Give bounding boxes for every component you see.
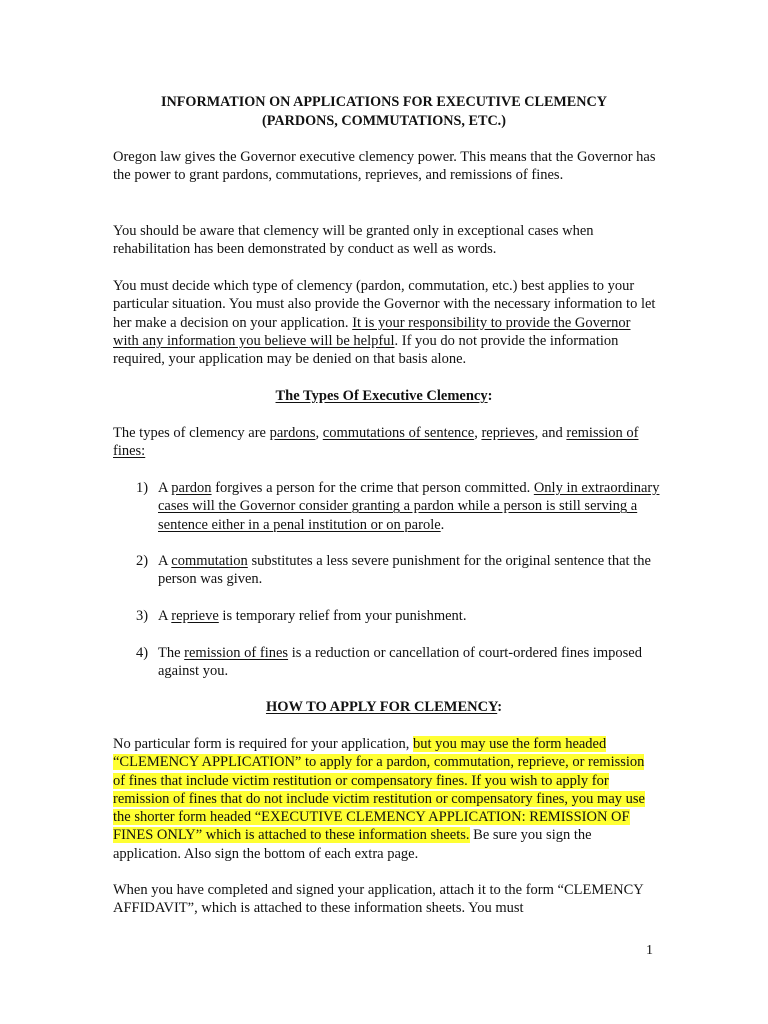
list-item-text (158, 479, 660, 534)
exceptional-cases-paragraph: You should be aware that clemency will be granted only in exceptional cases when rehabilitation has been demonstrated by conduct as well as words. (113, 223, 594, 258)
term-commutation: commutation (171, 553, 248, 569)
page-number: 1 (646, 943, 653, 958)
term-remission: remission of fines: (113, 425, 639, 460)
item-text: A (158, 608, 172, 624)
types-intro-text: The types of clemency are (113, 425, 270, 441)
term-pardon: pardon (171, 480, 212, 496)
apply-heading-colon: : (497, 699, 503, 715)
apply-text-end: Be sure you sign the application. Also sign the bottom of each extra page. (113, 827, 592, 862)
term-pardons: pardons (269, 425, 316, 441)
apply-heading-text: HOW TO APPLY FOR CLEMENCY (265, 699, 498, 715)
separator: , (315, 425, 323, 441)
apply-heading (112, 698, 656, 716)
list-item-text (158, 607, 660, 625)
list-number: 3) (136, 608, 149, 624)
decide-type-text: You must decide which type of clemency (pardon, commutation, etc.) best applies to your particular situation. You must also provide the Governor with the necessary information to let her make a decision on your application. (113, 278, 656, 331)
list-item-text (158, 552, 660, 589)
item-text: The (158, 645, 185, 661)
affidavit-paragraph: When you have completed and signed your application, attach it to the form “CLEMENCY AFFIDAVIT”, which is attached to these information sheets. You must (113, 882, 644, 917)
highlighted-text: but you may use the form headed “CLEMENCY APPLICATION” to apply for a pardon, commutation, reprieve, or remission of fines that include victim restitution or compensatory fines. If you wish to apply for remission of fines that do not include victim restitution or compensatory fines, you may use the shorter form headed “EXECUTIVE CLEMENCY APPLICATION: REMISSION OF FINES ONLY” which is attached to these information sheets. (113, 736, 645, 844)
apply-paragraph (113, 735, 658, 863)
term-reprieves: reprieves (481, 425, 535, 441)
list-number: 1) (136, 480, 149, 496)
types-heading-colon: : (487, 388, 493, 404)
apply-text: No particular form is required for your application, (113, 736, 413, 752)
term-remission-of-fines: remission of fines (184, 645, 289, 661)
types-heading (112, 387, 656, 405)
item-text: forgives a person for the crime that person committed. (211, 480, 534, 496)
title-line-1: INFORMATION ON APPLICATIONS FOR EXECUTIVE CLEMENCY (160, 94, 608, 110)
separator: , and (534, 425, 567, 441)
item-text: substitutes a less severe punishment for the original sentence that the person was given. (158, 553, 651, 588)
responsibility-underlined: It is your responsibility to provide the Governor with any information you believe will be helpful (113, 314, 631, 349)
title-line-2: (PARDONS, COMMUTATIONS, ETC.) (262, 113, 506, 129)
list-item-text (158, 644, 660, 681)
decide-type-text-end: . If you do not provide the information required, your application may be denied on that basis alone. (113, 332, 619, 368)
list-number: 4) (136, 645, 149, 661)
term-commutations: commutations of sentence (322, 425, 475, 441)
item-text: . (440, 516, 445, 533)
pardon-condition-underlined: Only in extraordinary cases will the Governor consider granting a pardon while a person is still serving a sentence either in a penal institution or on parole (158, 480, 660, 533)
intro-paragraph: Oregon law gives the Governor executive clemency power. This means that the Governor has the power to grant pardons, commutations, reprieves, and remissions of fines. (113, 149, 656, 184)
item-text: A (158, 553, 172, 569)
decide-type-paragraph (113, 277, 658, 368)
item-text: is a reduction or cancellation of court-ordered fines imposed against you. (158, 645, 642, 680)
item-text: A (158, 480, 172, 496)
types-intro-paragraph (113, 424, 658, 461)
separator: , (474, 425, 482, 441)
term-reprieve: reprieve (171, 608, 219, 624)
list-number: 2) (136, 553, 149, 569)
document-title (112, 93, 656, 131)
types-heading-text: The Types Of Executive Clemency (275, 388, 488, 404)
item-text: is temporary relief from your punishment. (218, 608, 467, 624)
